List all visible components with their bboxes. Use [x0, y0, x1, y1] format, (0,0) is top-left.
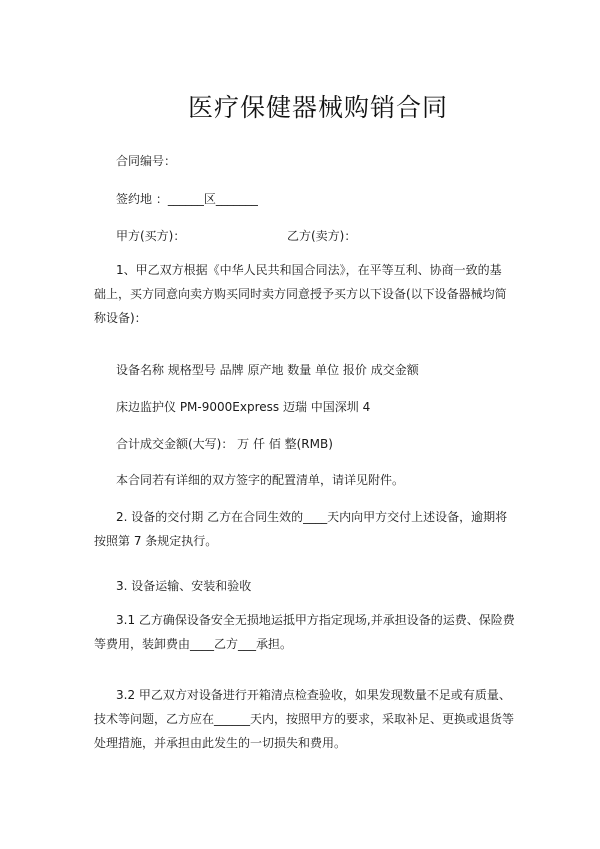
- party-a-label: 甲方(买方)：: [116, 229, 186, 243]
- clause-2: [94, 505, 526, 553]
- clause-3-2: [94, 683, 526, 755]
- clause-3-2-line: 3.2 甲乙双方对设备进行开箱清点检查验收，如果发现数量不足或有质量、: [116, 688, 511, 702]
- clause-1-line: 础上，买方同意向卖方购买同时卖方同意授予买方以下设备(以下设备器械均简: [94, 287, 507, 301]
- party-b-label: 乙方(卖方)：: [287, 229, 357, 243]
- equipment-table-header: 设备名称 规格型号 品牌 原产地 数量 单位 报价 成交金额: [116, 363, 419, 377]
- total-amount: 合计成交金额(大写)： 万 仟 佰 整(RMB): [116, 437, 333, 451]
- clause-2-line: 按照第 7 条规定执行。: [94, 534, 218, 548]
- document-title: 医疗保健器械购销合同: [187, 93, 448, 122]
- contract-number-label: 合同编号：: [116, 154, 177, 168]
- clause-1: [94, 258, 526, 330]
- clause-2-line: 2. 设备的交付期 乙方在合同生效的____天内向甲方交付上述设备，逾期将: [116, 510, 508, 524]
- clause-1-line: 1、甲乙双方根据《中华人民共和国合同法》，在平等互利、协商一致的基: [116, 263, 502, 277]
- clause-3-2-line: 处理措施，并承担由此发生的一切损失和费用。: [94, 736, 347, 750]
- clause-3-1: [94, 608, 526, 656]
- clause-3-1-line: 等费用，装卸费由____乙方___承担。: [94, 637, 293, 651]
- equipment-table-row: 床边监护仪 PM-9000Express 迈瑞 中国深圳 4: [116, 400, 371, 414]
- clause-3-2-line: 技术等问题，乙方应在______天内，按照甲方的要求，采取补足、更换或退货等: [94, 712, 515, 726]
- signing-place: 签约地 ：______区_______: [116, 192, 258, 206]
- clause-3-1-line: 3.1 乙方确保设备安全无损地运抵甲方指定现场,并承担设备的运费、保险费: [116, 613, 515, 627]
- clause-3-heading: 3. 设备运输、安装和验收: [116, 579, 252, 593]
- clause-1-line: 称设备)：: [94, 311, 147, 325]
- attachment-note: 本合同若有详细的双方签字的配置清单，请详见附件。: [116, 473, 405, 487]
